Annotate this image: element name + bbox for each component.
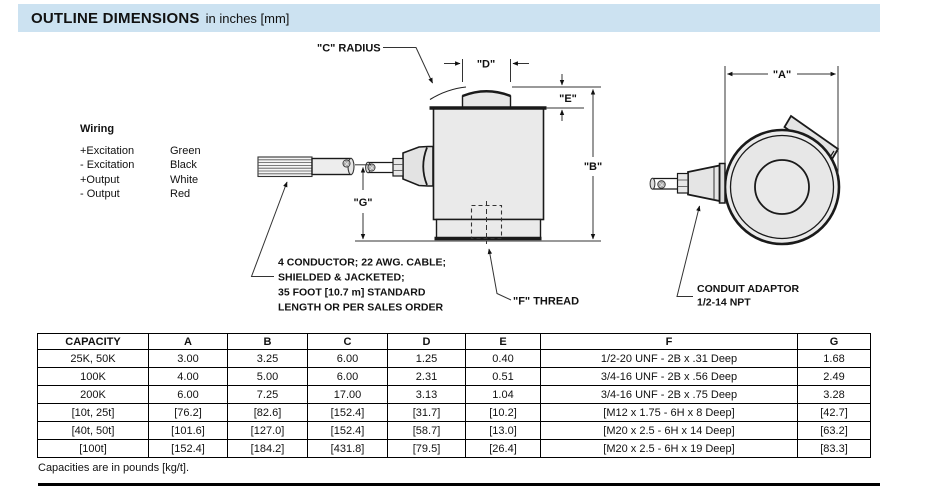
- cell-capacity: 100K: [38, 368, 149, 386]
- table-row: [38, 350, 871, 368]
- cell-d: 1.25: [388, 350, 466, 368]
- side-view: [252, 43, 603, 314]
- conduit-label: CONDUIT ADAPTOR: [697, 283, 800, 295]
- section-header: [18, 4, 880, 32]
- cell-g: [63.2]: [798, 422, 871, 440]
- wiring-title: Wiring: [80, 123, 115, 135]
- f-thread-label: "F" THREAD: [513, 295, 580, 308]
- cell-f: 3/4-16 UNF - 2B x .75 Deep: [541, 386, 798, 404]
- cell-c: [152.4]: [308, 404, 388, 422]
- load-button-top-view: [755, 160, 809, 214]
- adaptor-cable-end: [650, 178, 655, 189]
- page-title: OUTLINE DIMENSIONS: [31, 9, 200, 27]
- wiring-signal: +Excitation: [80, 144, 135, 157]
- table-header-row: [38, 334, 871, 350]
- cell-e: 1.04: [466, 386, 541, 404]
- cell-capacity: [10t, 25t]: [38, 404, 149, 422]
- cable-note-line: SHIELDED & JACKETED;: [278, 271, 405, 284]
- cell-capacity: [100t]: [38, 440, 149, 458]
- cell-base: [437, 220, 541, 239]
- cell-g: 2.49: [798, 368, 871, 386]
- cell-body: [434, 108, 544, 220]
- outline-dimensions-drawing: [0, 30, 952, 330]
- dimensions-table: [37, 333, 871, 458]
- cell-c: [152.4]: [308, 422, 388, 440]
- cell-d: 2.31: [388, 368, 466, 386]
- wiring-color: Red: [170, 188, 191, 200]
- top-view: [650, 66, 839, 309]
- cable-boot: [403, 147, 433, 187]
- cell-c: 6.00: [308, 368, 388, 386]
- cell-g: [83.3]: [798, 440, 871, 458]
- cell-f: [M20 x 2.5 - 6H x 19 Deep]: [541, 440, 798, 458]
- table-row: [38, 368, 871, 386]
- dim-e-label: "E": [559, 93, 577, 105]
- dim-d-label: "D": [476, 58, 496, 71]
- cell-c: 6.00: [308, 350, 388, 368]
- cell-b: 5.00: [228, 368, 308, 386]
- col-header-b: B: [228, 334, 308, 350]
- adaptor-nut: [678, 174, 689, 194]
- cell-e: [10.2]: [466, 404, 541, 422]
- cable-note: [252, 182, 447, 314]
- cell-a: 3.00: [149, 350, 228, 368]
- cell-e: 0.51: [466, 368, 541, 386]
- c-radius-arc: [430, 87, 466, 100]
- cell-b: 3.25: [228, 350, 308, 368]
- col-header-f: F: [541, 334, 798, 350]
- cell-f: 1/2-20 UNF - 2B x .31 Deep: [541, 350, 798, 368]
- c-radius-label: "C" RADIUS: [317, 42, 381, 55]
- cell-e: 0.40: [466, 350, 541, 368]
- conduit-label-npt: 1/2-14 NPT: [697, 296, 751, 309]
- wiring-signal: - Output: [80, 188, 120, 200]
- cell-g: 1.68: [798, 350, 871, 368]
- cable-note-line: 4 CONDUCTOR; 22 AWG. CABLE;: [278, 256, 447, 269]
- col-header-a: A: [149, 334, 228, 350]
- cable-note-line: 35 FOOT [10.7 m] STANDARD: [278, 286, 426, 299]
- col-header-d: D: [388, 334, 466, 350]
- table-row: [38, 440, 871, 458]
- cell-a: [152.4]: [149, 440, 228, 458]
- wiring-signal: - Excitation: [80, 159, 135, 171]
- cell-a: [76.2]: [149, 404, 228, 422]
- cell-capacity: 200K: [38, 386, 149, 404]
- cell-e: [26.4]: [466, 440, 541, 458]
- cell-d: [58.7]: [388, 422, 466, 440]
- cell-a: [101.6]: [149, 422, 228, 440]
- cell-capacity: 25K, 50K: [38, 350, 149, 368]
- page-subtitle: in inches [mm]: [205, 10, 290, 26]
- cell-capacity: [40t, 50t]: [38, 422, 149, 440]
- cell-a: 6.00: [149, 386, 228, 404]
- wiring-signal: +Output: [80, 173, 120, 186]
- cell-c: 17.00: [308, 386, 388, 404]
- f-thread-leader: [489, 249, 511, 300]
- cell-d: [31.7]: [388, 404, 466, 422]
- table-row: [38, 404, 871, 422]
- cell-c: [431.8]: [308, 440, 388, 458]
- cell-d: 3.13: [388, 386, 466, 404]
- cell-e: [13.0]: [466, 422, 541, 440]
- col-header-capacity: CAPACITY: [38, 334, 149, 350]
- bottom-rule: [38, 483, 880, 486]
- col-header-c: C: [308, 334, 388, 350]
- wiring-color: Green: [170, 144, 201, 157]
- cell-g: [42.7]: [798, 404, 871, 422]
- cable-note-line: LENGTH OR PER SALES ORDER: [278, 301, 444, 314]
- cell-f: [M12 x 1.75 - 6H x 8 Deep]: [541, 404, 798, 422]
- col-header-e: E: [466, 334, 541, 350]
- dim-a-label: "A": [772, 69, 792, 81]
- cell-b: [127.0]: [228, 422, 308, 440]
- capacities-footnote: Capacities are in pounds [kg/t].: [38, 462, 190, 474]
- wiring-color: White: [170, 173, 199, 186]
- cell-d: [79.5]: [388, 440, 466, 458]
- cable-nut: [393, 159, 403, 177]
- table-row: [38, 386, 871, 404]
- cell-g: 3.28: [798, 386, 871, 404]
- col-header-g: G: [798, 334, 871, 350]
- dim-g-label: "G": [353, 197, 373, 209]
- cell-b: 7.25: [228, 386, 308, 404]
- cell-f: 3/4-16 UNF - 2B x .56 Deep: [541, 368, 798, 386]
- dim-b-label: "B": [583, 161, 603, 173]
- cell-b: [184.2]: [228, 440, 308, 458]
- cell-a: 4.00: [149, 368, 228, 386]
- c-radius-leader: [383, 48, 433, 84]
- conduit-adaptor-boot: [688, 166, 720, 202]
- wiring-color: Black: [170, 159, 197, 171]
- cell-b: [82.6]: [228, 404, 308, 422]
- cell-f: [M20 x 2.5 - 6H x 14 Deep]: [541, 422, 798, 440]
- table-row: [38, 422, 871, 440]
